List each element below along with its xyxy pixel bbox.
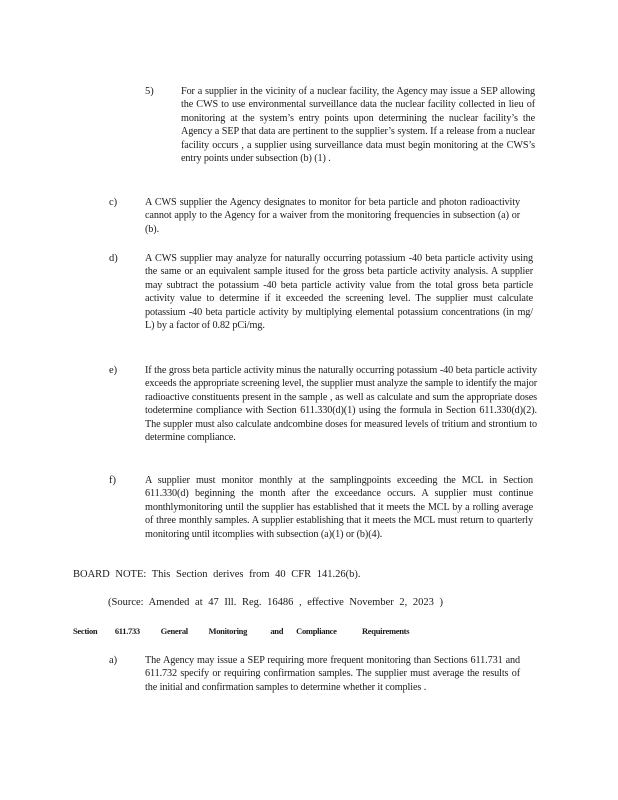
- section-title-word: and: [270, 626, 284, 636]
- item-marker: d): [109, 253, 118, 264]
- section-title-word: General: [160, 626, 188, 636]
- item-marker: f): [109, 475, 116, 486]
- section-title-word: Monitoring: [208, 626, 248, 636]
- source-note: (Source: Amended at 47 Ill. Reg. 16486 , effective November 2, 2023 ): [108, 597, 443, 608]
- item-marker: 5): [145, 86, 154, 97]
- section-heading: [73, 626, 409, 636]
- section-title-word: Compliance: [296, 626, 337, 636]
- item-marker: e): [109, 365, 118, 376]
- item-marker: a): [109, 655, 118, 666]
- item-text: For a supplier in the vicinity of a nuclear facility, the Agency may issue a SEP allowing the CWS to use environmental surveillance data the nuclear facility collected in lieu of monitoring at the system’s entry points upon determining the nuclear facility’s the Agency a SEP that data are pertinent to the supplier’s system. If a release from a nuclear facility occurs , a supplier using surveillance data must begin monitoring at the CWS’s entry points under subsection (b) (1) .: [181, 86, 535, 165]
- item-text: If the gross beta particle activity minus the naturally occurring potassium -40 beta particle activity exceeds the appropriate screening level, the supplier must analyze the sample to identify the major radioactive constituents present in the sample , as well as calculate and sum the appropriate doses todetermine compliance with Section 611.330(d)(1) using the formula in Section 611.330(d)(2). The suppler must also calculate andcombine doses for measured levels of tritium and strontium to determine compliance.: [145, 365, 537, 444]
- item-marker: c): [109, 197, 118, 208]
- item-text: The Agency may issue a SEP requiring more frequent monitoring than Sections 611.731 and 611.732 specify or requiring confirmation samples. The supplier must average the results of the initial and confirmation samples to determine whether it complies .: [145, 655, 520, 693]
- section-title-word: Requirements: [361, 626, 410, 636]
- item-text: A supplier must monitor monthly at the samplingpoints exceeding the MCL in Section 611.330(d) beginning the month after the exceedance occurs. A supplier must continue monthlymonitoring until the supplier has established that it meets the MCL by a rolling average of three monthly samples. A supplier establishing that it meets the MCL must return to quarterly monitoring until itcomplies with subsection (a)(1) or (b)(4).: [145, 475, 533, 540]
- item-text: A CWS supplier the Agency designates to monitor for beta particle and photon radioactivity cannot apply to the Agency for a waiver from the monitoring frequencies in subsection (a) or (b).: [145, 197, 520, 235]
- section-label: Section: [73, 626, 98, 636]
- item-text: A CWS supplier may analyze for naturally occurring potassium -40 beta particle activity using the same or an equivalent sample itused for the gross beta particle activity analysis. A supplier may subtract the potassium -40 beta particle activity value from the total gross beta particle activity value to determine if it exceeded the screening level. The supplier must calculate potassium -40 beta particle activity by multiplying elemental potassium concentrations (in mg/ L) by a factor of 0.82 pCi/mg.: [145, 253, 533, 332]
- board-note: BOARD NOTE: This Section derives from 40 CFR 141.26(b).: [73, 569, 361, 580]
- section-number: 611.733: [114, 626, 140, 636]
